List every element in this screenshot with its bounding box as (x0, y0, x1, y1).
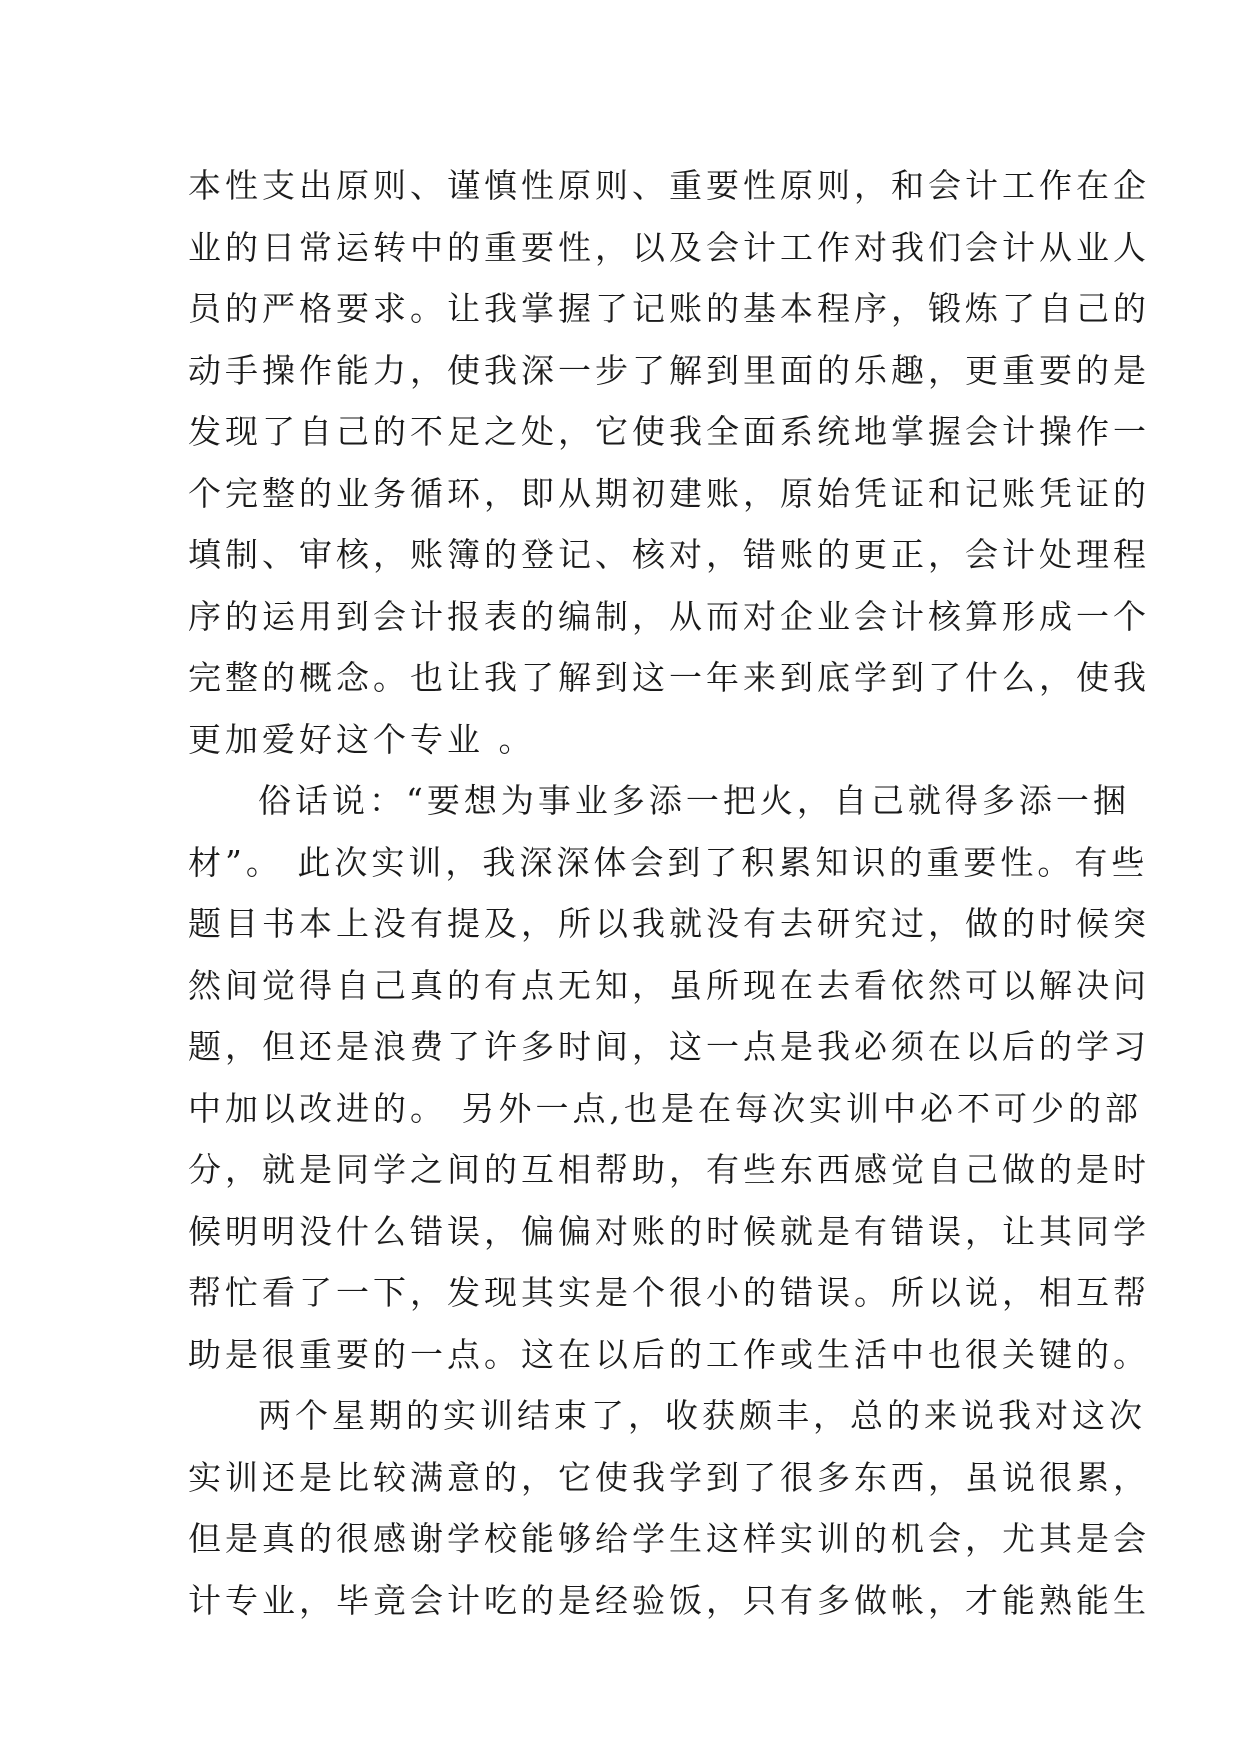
text-line: 发现了自己的不足之处，它使我全面系统地掌握会计操作一 (188, 412, 1150, 451)
paragraph (188, 770, 1150, 1385)
text-line: 中加以改进的。 另外一点,也是在每次实训中必不可少的部 (188, 1088, 1142, 1128)
text-line: 题，但还是浪费了许多时间，这一点是我必须在以后的学习 (188, 1027, 1150, 1066)
text-line: 本性支出原则、谨慎性原则、重要性原则，和会计工作在企 (188, 166, 1150, 205)
text-line: 实训还是比较满意的，它使我学到了很多东西，虽说很累， (188, 1457, 1150, 1497)
text-line: 俗话说：“要想为事业多添一把火，自己就得多添一捆 (258, 781, 1130, 820)
paragraph (188, 155, 1150, 770)
text-line: 个完整的业务循环，即从期初建账，原始凭证和记账凭证的 (188, 473, 1150, 513)
text-line: 业的日常运转中的重要性，以及会计工作对我们会计从业人 (188, 227, 1150, 267)
text-line: 动手操作能力，使我深一步了解到里面的乐趣，更重要的是 (188, 350, 1150, 390)
text-line: 但是真的很感谢学校能够给学生这样实训的机会，尤其是会 (188, 1519, 1150, 1558)
text-line: 帮忙看了一下，发现其实是个很小的错误。所以说，相互帮 (188, 1273, 1150, 1312)
text-line: 题目书本上没有提及，所以我就没有去研究过，做的时候突 (188, 904, 1150, 943)
text-line: 候明明没什么错误，偏偏对账的时候就是有错误，让其同学 (188, 1211, 1150, 1251)
text-line: 计专业，毕竟会计吃的是经验饭，只有多做帐，才能熟能生 (188, 1580, 1150, 1620)
text-line: 序的运用到会计报表的编制，从而对企业会计核算形成一个 (188, 596, 1150, 636)
text-line: 更加爱好这个专业 。 (188, 719, 536, 759)
text-line: 材”。 此次实训，我深深体会到了积累知识的重要性。有些 (188, 842, 1149, 882)
text-line: 员的严格要求。让我掌握了记账的基本程序，锻炼了自己的 (188, 289, 1150, 328)
text-line: 填制、审核，账簿的登记、核对，错账的更正，会计处理程 (188, 535, 1150, 574)
document-body (188, 155, 1150, 1631)
paragraph (188, 1385, 1150, 1631)
text-line: 两个星期的实训结束了，收获颇丰，总的来说我对这次 (258, 1396, 1146, 1435)
text-line: 完整的概念。也让我了解到这一年来到底学到了什么，使我 (188, 658, 1150, 697)
text-line: 分，就是同学之间的互相帮助，有些东西感觉自己做的是时 (188, 1150, 1150, 1189)
text-line: 然间觉得自己真的有点无知，虽所现在去看依然可以解决问 (188, 965, 1150, 1005)
text-line: 助是很重要的一点。这在以后的工作或生活中也很关键的。 (188, 1334, 1150, 1374)
